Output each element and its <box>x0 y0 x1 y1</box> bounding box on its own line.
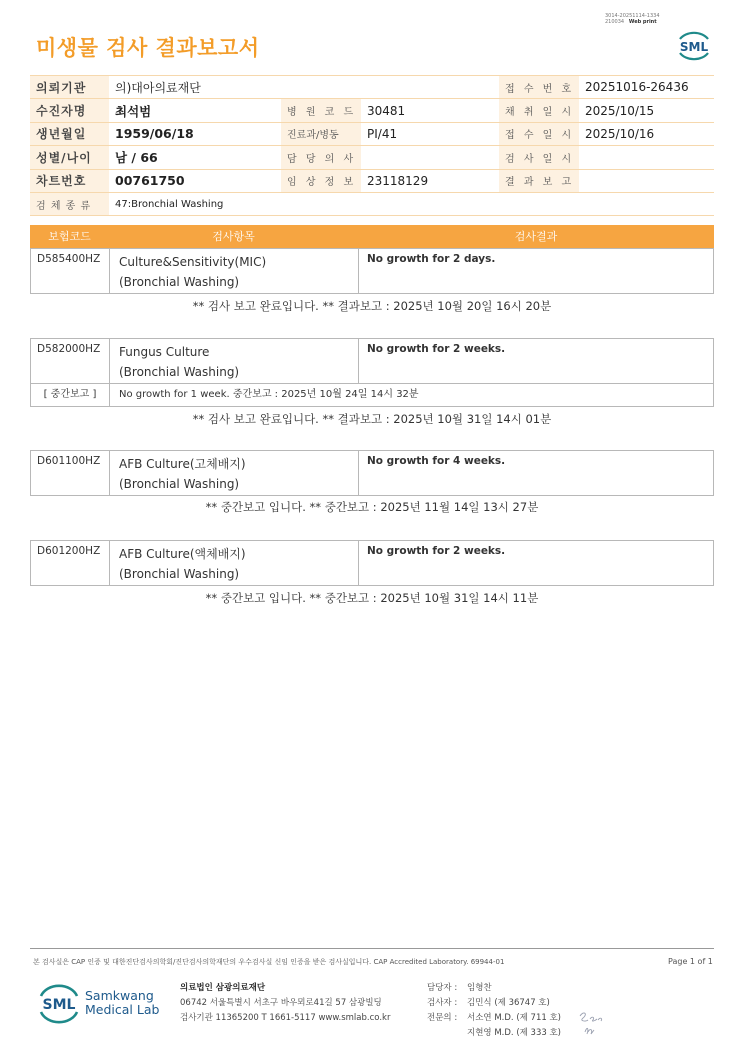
patient-info-table <box>30 75 714 216</box>
staff-row: 지현영 M.D. (제 333 호) <box>467 1028 562 1038</box>
signature-icon <box>576 1008 606 1038</box>
meta-code-line1: 3014-20251114-1334 <box>605 13 660 19</box>
result-code: D601100HZ <box>31 451 110 495</box>
info-label: 채 취 일 시 <box>499 99 579 122</box>
result-note: ** 검사 보고 완료입니다. ** 결과보고 : 2025년 10월 31일 14시 01분 <box>192 412 552 426</box>
header-code: 보험코드 <box>48 230 91 243</box>
interim-text: No growth for 1 week. 중간보고 : 2025년 10월 24일 14시 32분 <box>119 389 419 400</box>
staff-row: 전문의 : 서소연 M.D. (제 711 호) <box>427 1013 562 1023</box>
info-label: 검 체 종 류 <box>30 192 109 215</box>
info-row <box>30 169 714 192</box>
result-item: AFB Culture(액체배지) (Bronchial Washing) <box>110 541 359 585</box>
results-header <box>30 225 714 248</box>
result-note: ** 검사 보고 완료입니다. ** 결과보고 : 2025년 10월 20일 16시 20분 <box>192 299 552 313</box>
page-number: Page 1 of 1 <box>668 957 713 966</box>
info-label: 결 과 보 고 <box>499 169 579 192</box>
info-label: 차트번호 <box>30 169 109 192</box>
organization-info <box>180 981 390 1026</box>
sml-logo-text: SML <box>679 40 709 54</box>
result-value: No growth for 2 weeks. <box>367 545 506 557</box>
result-note: ** 중간보고 입니다. ** 중간보고 : 2025년 10월 31일 14시 11분 <box>205 591 539 605</box>
info-value <box>579 146 714 169</box>
info-value: PI/41 <box>361 122 499 145</box>
header-item: 검사항목 <box>212 230 255 243</box>
result-code: D582000HZ <box>31 339 110 383</box>
footer-divider <box>30 948 714 949</box>
info-label: 접 수 일 시 <box>499 122 579 145</box>
info-value: 1959/06/18 <box>109 122 281 145</box>
info-value: 최석범 <box>109 99 281 122</box>
staff-row: 담당자 : 임형찬 <box>427 983 492 993</box>
info-label: 접 수 번 호 <box>499 76 579 99</box>
info-value: 남 / 66 <box>109 146 281 169</box>
result-value: No growth for 2 weeks. <box>367 343 506 355</box>
info-value: 2025/10/16 <box>579 122 714 145</box>
info-label: 검 사 일 시 <box>499 146 579 169</box>
info-value <box>361 146 499 169</box>
info-label: 병 원 코 드 <box>281 99 361 122</box>
sml-footer-logo-icon <box>36 980 82 1026</box>
document-meta-code <box>605 13 660 25</box>
info-label: 생년월일 <box>30 122 109 145</box>
sml-logo-icon <box>674 28 714 62</box>
result-item: AFB Culture(고체배지) (Bronchial Washing) <box>110 451 359 495</box>
info-row <box>30 146 714 169</box>
interim-label: [ 중간보고 ] <box>31 384 110 406</box>
result-value: No growth for 4 weeks. <box>367 455 506 467</box>
org-address: 06742 서울특별시 서초구 바우뫼로41길 57 삼광빌딩 <box>180 998 382 1008</box>
info-value: 20251016-26436 <box>579 76 714 99</box>
info-value: 23118129 <box>361 169 499 192</box>
info-label: 진료과/병동 <box>281 122 361 145</box>
staff-row: 검사자 : 김민식 (제 36747 호) <box>427 998 550 1008</box>
info-label: 담 당 의 사 <box>281 146 361 169</box>
result-value: No growth for 2 days. <box>367 253 496 265</box>
result-item: Culture&Sensitivity(MIC) (Bronchial Washing) <box>110 249 359 293</box>
header-result: 검사결과 <box>514 230 558 243</box>
result-note: ** 중간보고 입니다. ** 중간보고 : 2025년 11월 14일 13시 27분 <box>205 500 539 514</box>
info-label: 의뢰기관 <box>30 76 109 99</box>
info-value <box>579 169 714 192</box>
brand-name: Samkwang Medical Lab <box>85 988 160 1017</box>
certification-text: 본 검사실은 CAP 인증 및 대한진단검사의학회/진단검사의학재단의 우수검사실 신임 인증을 받은 검사실입니다. CAP Accredited Laboratory. 69944-01 <box>33 958 505 966</box>
sml-footer-logo-text: SML <box>42 997 76 1013</box>
info-label: 임 상 정 보 <box>281 169 361 192</box>
result-row <box>30 338 714 384</box>
staff-list <box>427 981 561 1041</box>
info-value: 2025/10/15 <box>579 99 714 122</box>
info-row <box>30 122 714 145</box>
info-label: 수진자명 <box>30 99 109 122</box>
info-label: 성별/나이 <box>30 146 109 169</box>
info-value: 47:Bronchial Washing <box>109 192 714 215</box>
result-code: D585400HZ <box>31 249 110 293</box>
result-item: Fungus Culture (Bronchial Washing) <box>110 339 359 383</box>
page-title: 미생물 검사 결과보고서 <box>36 36 260 60</box>
result-row <box>30 540 714 586</box>
info-row <box>30 99 714 122</box>
org-name: 의료법인 삼광의료재단 <box>180 983 266 993</box>
result-row <box>30 450 714 496</box>
info-value: 30481 <box>361 99 499 122</box>
result-row <box>30 248 714 294</box>
org-contact: 검사기관 11365200 T 1661-5117 www.smlab.co.kr <box>180 1013 391 1023</box>
info-value: 의)대아의료재단 <box>109 76 499 99</box>
interim-report-row <box>30 384 714 407</box>
meta-code-line2: 210034 Web print <box>605 19 657 25</box>
info-value: 00761750 <box>109 169 281 192</box>
info-row <box>30 76 714 99</box>
info-row <box>30 192 714 215</box>
result-code: D601200HZ <box>31 541 110 585</box>
